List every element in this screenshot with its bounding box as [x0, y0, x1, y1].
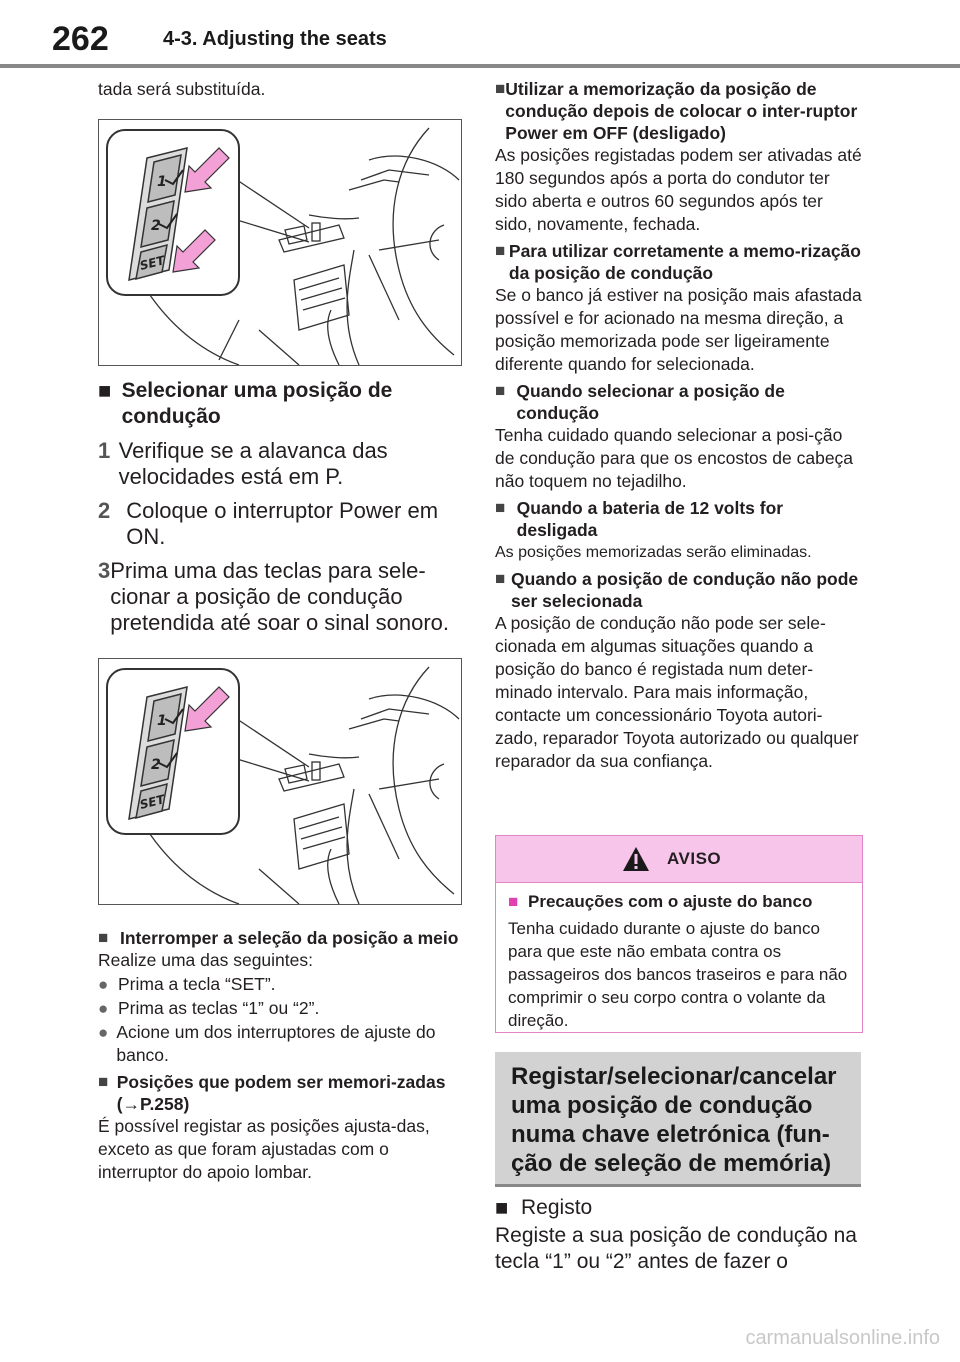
seat-memory-switch-illustration [99, 120, 461, 365]
figure-seat-switch-1 [98, 119, 462, 366]
heading-section-2: ■ Para utilizar corretamente a memo-rização da posição de condução [495, 241, 861, 283]
heading-interrupt: ■ Interromper a seleção da posição a meio [98, 928, 459, 948]
square-bullet-icon: ■ [495, 498, 506, 517]
button-1-label: 1 [157, 713, 167, 729]
bullet-item: ● Prima a tecla “SET”. [98, 974, 276, 994]
button-set-label: SET [138, 792, 167, 812]
square-bullet-icon: ■ [98, 1072, 109, 1091]
registo-text: Registe a sua posição de condução na tecla “1” ou “2” antes de fazer o [495, 1224, 857, 1273]
circle-bullet-icon: ● [98, 1023, 109, 1042]
step-1: 1 Verifique se a alavanca das velocidades está em P. [98, 438, 388, 489]
button-2-label: 2 [151, 757, 161, 773]
square-bullet-icon: ■ [98, 928, 109, 947]
warning-heading: ■ Precauções com o ajuste do banco [508, 892, 813, 911]
positions-text: É possível registar as posições ajusta-das, exceto as que foram ajustadas com o interruptor do apoio lombar. [98, 1116, 430, 1182]
heading-section-4: ■ Quando a bateria de 12 volts for desligada [495, 498, 784, 540]
section-title: 4-3. Adjusting the seats [163, 28, 387, 50]
step-3: 3 Prima uma das teclas para sele-cionar a posição de condução pretendida até soar o sinal sonoro. [98, 558, 450, 635]
registo-section [495, 1195, 863, 1275]
square-bullet-icon: ■ [495, 569, 506, 588]
memory-function-heading: Registar/selecionar/cancelar uma posição de condução numa chave eletrónica (fun-ção de seleção de memória) [511, 1063, 837, 1177]
page-number: 262 [52, 20, 109, 58]
page-header [0, 0, 960, 66]
section-3-text: Tenha cuidado quando selecionar a posi-ção de condução para que os encostos de cabeça não toquem no tejadilho. [495, 425, 854, 491]
button-2-label: 2 [151, 218, 161, 234]
square-bullet-icon: ■ [495, 381, 506, 400]
warning-label: AVISO [667, 849, 722, 868]
right-column [495, 78, 863, 773]
circle-bullet-icon: ● [98, 999, 109, 1018]
section-4-text: As posições memorizadas serão eliminadas. [495, 544, 812, 561]
square-bullet-icon: ■ [508, 892, 519, 911]
heading-section-3: ■ Quando selecionar a posição de condução [495, 381, 785, 423]
memory-function-heading-box [495, 1052, 861, 1187]
square-bullet-icon: ■ [495, 241, 506, 260]
header-rule [0, 64, 960, 68]
section-1-text: As posições registadas podem ser ativadas até 180 segundos após a porta do condutor ter sido aberta e outros 60 segundos após ter sido, novamente, fechada. [495, 145, 862, 234]
warning-header [496, 836, 862, 883]
bullet-item: ● Acione um dos interruptores de ajuste do banco. [98, 1022, 436, 1065]
heading-section-1: ■ Utilizar a memorização da posição de condução depois de colocar o inter-ruptor Power em OFF (desligado) [495, 79, 858, 143]
button-set-label: SET [138, 253, 167, 273]
circle-bullet-icon: ● [98, 975, 109, 994]
heading-select-position: ■ Selecionar uma posição de condução [98, 378, 393, 428]
warning-body [496, 883, 862, 1032]
heading-registo: ■ Registo [495, 1195, 593, 1220]
step-2: 2 Coloque o interruptor Power em ON. [98, 498, 439, 549]
warning-text: Tenha cuidado durante o ajuste do banco para que este não embata contra os passageiros dos bancos traseiros e para não comprimir o seu corpo contra o volante da direção. [508, 919, 848, 1030]
square-bullet-icon: ■ [495, 1195, 509, 1220]
heading-positions: ■ Posições que podem ser memori-zadas (→P.258) [98, 1072, 446, 1114]
square-bullet-icon: ■ [98, 378, 112, 403]
interrupt-intro: Realize uma das seguintes: [98, 950, 313, 970]
seat-memory-switch-illustration [99, 659, 461, 904]
figure-seat-switch-2 [98, 658, 462, 905]
warning-box [495, 835, 863, 1033]
watermark: carmanualsonline.info [745, 1327, 940, 1349]
section-5-text: A posição de condução não pode ser sele-cionada em algumas situações quando a posição do banco é registada num deter-minado intervalo. Para mais informação, contacte um concessionário Toyota autori-zado, reparador Toyota autorizado ou qualquer reparador da sua confiança. [495, 613, 859, 771]
section-2-text: Se o banco já estiver na posição mais afastada possível e for acionado na mesma direção, a posição memorizada pode ser ligeiramente diferente quando for selecionada. [495, 285, 862, 374]
left-column [98, 78, 462, 1184]
lead-text: tada será substituída. [98, 79, 266, 99]
bullet-item: ● Prima as teclas “1” ou “2”. [98, 998, 320, 1018]
warning-triangle-icon [621, 845, 651, 873]
button-1-label: 1 [157, 174, 167, 190]
heading-section-5: ■ Quando a posição de condução não pode ser selecionada [495, 569, 859, 611]
square-bullet-icon: ■ [495, 79, 506, 98]
